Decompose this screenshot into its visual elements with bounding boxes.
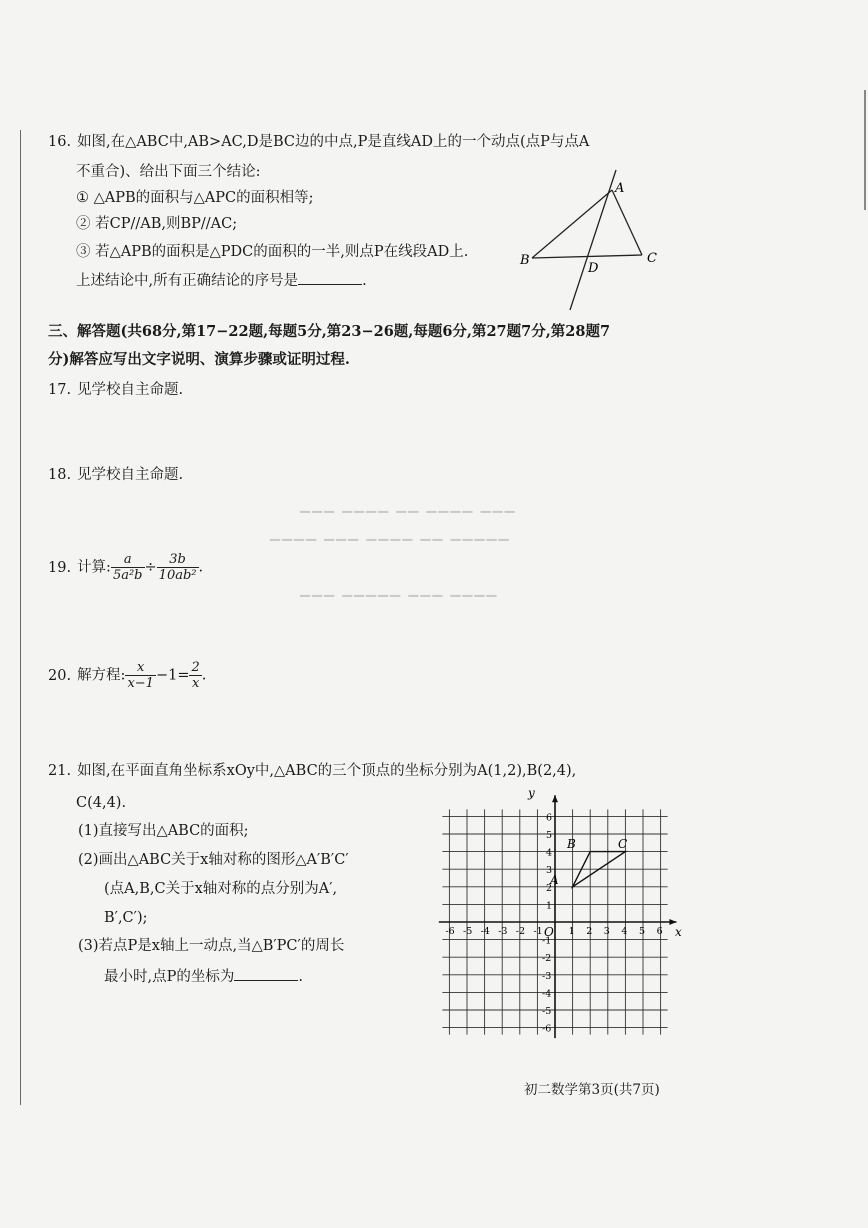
q16-conclusion-3: ③ 若△APB的面积是△PDC的面积的一半,则点P在线段AD上. — [76, 244, 469, 260]
page-margin-line — [20, 130, 21, 1105]
x-tick-label: -1 — [533, 926, 543, 937]
q16-conclusion-2: ② 若CP//AB,则BP//AC; — [76, 216, 238, 232]
section3-heading-cont: 分)解答应写出文字说明、演算步骤或证明过程. — [48, 351, 350, 368]
y-tick-label: -5 — [542, 1006, 552, 1017]
fraction: $\frac{3b}{\text{10ab²}}$ — [158, 552, 197, 583]
question-number: 20. — [48, 667, 72, 684]
fraction: $\frac{a}{\text{5a²b}}$ — [112, 552, 143, 583]
q16-ask: 上述结论中,所有正确结论的序号是 . — [76, 270, 367, 290]
scan-edge — [864, 90, 866, 210]
question-number: 18. — [48, 467, 72, 483]
x-tick-label: -3 — [498, 926, 508, 937]
coordinate-grid — [420, 782, 692, 1046]
grid-point-b: B — [567, 837, 576, 851]
question-number: 19. — [48, 559, 72, 576]
q20: 20. 解方程: $\frac{x}{x-1}$ −1= $\frac{2}{x}$ . — [48, 660, 207, 691]
q21-line1: 21. 如图,在平面直角坐标系xOy中,△ABC的三个顶点的坐标分别为A(1,2),B(2,4), — [48, 763, 577, 779]
question-number: 17. — [48, 382, 72, 398]
origin-label: O — [544, 925, 554, 939]
y-tick-label: 3 — [546, 865, 553, 877]
bleed-through-shadow: ▔▔▔ ▔▔▔▔▔ ▔▔▔ ▔▔▔▔ — [300, 596, 499, 611]
point-label-a: A — [615, 181, 625, 196]
q21-part2-cont: (点A,B,C关于x轴对称的点分别为A′, — [104, 881, 338, 897]
y-tick-label: -2 — [542, 953, 552, 965]
x-tick-label: 4 — [621, 926, 628, 937]
point-label-b: B — [520, 253, 530, 268]
x-tick-label: -5 — [463, 926, 473, 937]
fraction: $\frac{2}{x}$ — [191, 660, 200, 691]
answer-blank[interactable] — [298, 270, 362, 285]
grid-point-c: C — [618, 837, 628, 851]
y-axis-arrow — [552, 795, 558, 802]
y-tick-label: -3 — [542, 970, 552, 982]
q16-conclusion-1: ① △APB的面积与△APC的面积相等; — [76, 190, 314, 206]
q16-line1: 16. 如图,在△ABC中,AB>AC,D是BC边的中点,P是直线AD上的一个动点(点P与点A — [48, 134, 590, 150]
y-tick-label: 1 — [546, 900, 553, 912]
x-tick-label: -6 — [445, 926, 455, 937]
x-tick-label: -4 — [480, 926, 490, 937]
answer-blank[interactable] — [234, 966, 298, 981]
axis-label-x: x — [675, 925, 682, 939]
point-label-d: D — [588, 261, 599, 276]
q21-part3-cont: 最小时,点P的坐标为 . — [104, 966, 303, 986]
x-tick-label: 1 — [568, 926, 575, 937]
axis-label-y: y — [528, 786, 535, 800]
x-tick-label: 2 — [586, 926, 593, 937]
question-number: 16. — [48, 134, 72, 150]
y-tick-label: 5 — [546, 830, 553, 841]
x-tick-label: 6 — [656, 926, 663, 937]
bleed-through-shadow: ▔▔▔ ▔▔▔▔ ▔▔ ▔▔▔▔ ▔▔▔ — [300, 512, 517, 527]
y-tick-label: 2 — [546, 882, 553, 894]
q17: 17. 见学校自主命题. — [48, 382, 184, 398]
y-tick-label: 6 — [546, 812, 553, 824]
x-tick-label: -2 — [515, 926, 526, 937]
point-label-c: C — [647, 251, 657, 266]
q18: 18. 见学校自主命题. — [48, 467, 184, 483]
y-tick-label: 4 — [546, 847, 553, 859]
y-tick-label: -6 — [542, 1023, 552, 1035]
section3-heading: 三、解答题(共68分,第17−22题,每题5分,第23−26题,每题6分,第27题7分,第28题7 — [48, 323, 611, 340]
question-number: 21. — [48, 763, 72, 779]
y-tick-label: -4 — [542, 988, 552, 1000]
q16-line2: 不重合)、给出下面三个结论: — [76, 164, 261, 180]
q19: 19. 计算: $\frac{a}{\text{5a²b}}$ ÷ $\frac{3b}{\text{10ab²}}$ . — [48, 552, 204, 583]
grid-point-a: A — [550, 873, 559, 887]
q21-part2: (2)画出△ABC关于x轴对称的图形△A′B′C′ — [78, 852, 349, 868]
q21-part3: (3)若点P是x轴上一动点,当△B′PC′的周长 — [78, 938, 345, 954]
q16-triangle-figure — [510, 150, 670, 320]
q21-line2: C(4,4). — [76, 795, 127, 811]
fraction: $\frac{x}{x-1}$ — [127, 660, 154, 691]
bleed-through-shadow: ▔▔▔▔ ▔▔▔ ▔▔▔▔ ▔▔ ▔▔▔▔▔ — [270, 540, 511, 555]
page-footer: 初二数学第3页(共7页) — [524, 1082, 660, 1098]
y-tick-label: -1 — [542, 935, 552, 947]
x-tick-label: 5 — [639, 926, 646, 937]
q21-part2-cont: B′,C′); — [104, 910, 148, 926]
q21-part1: (1)直接写出△ABC的面积; — [78, 823, 249, 839]
x-tick-label: 3 — [603, 926, 610, 937]
